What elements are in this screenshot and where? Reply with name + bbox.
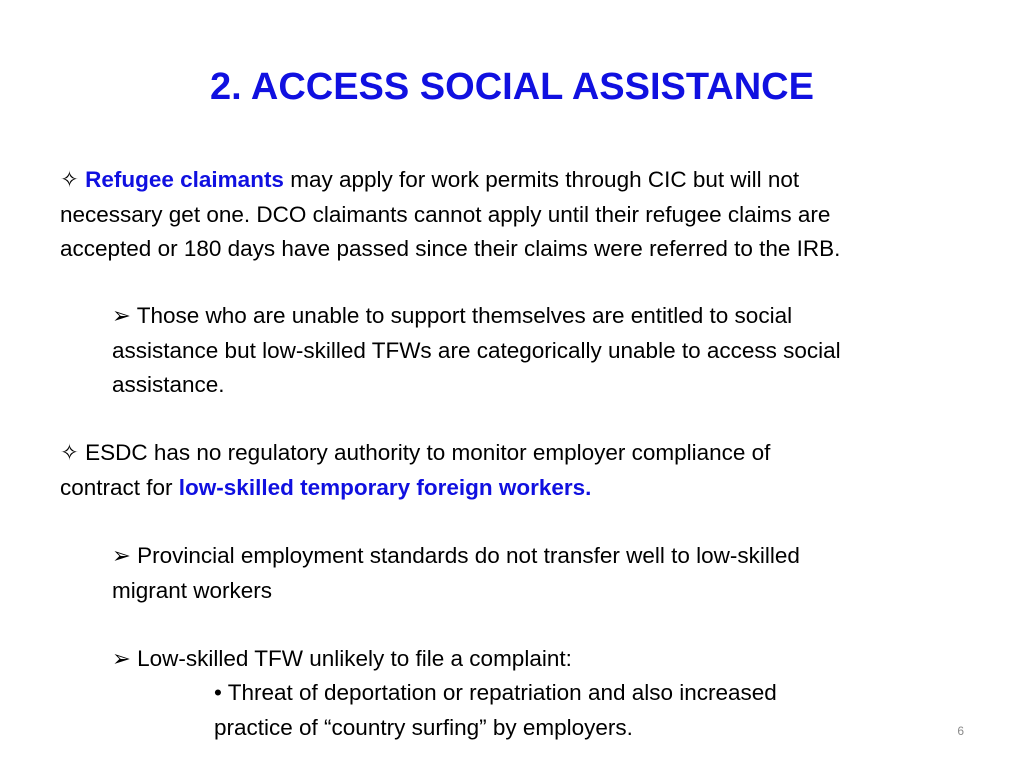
bullet-line bbox=[60, 471, 770, 506]
subbullet-provincial-standards bbox=[112, 539, 800, 608]
bullet-esdc-authority bbox=[60, 436, 770, 505]
bullet-line: practice of “country surfing” by employers. bbox=[214, 714, 633, 740]
highlight-refugee-claimants: Refugee claimants bbox=[85, 167, 284, 192]
bullet-line: assistance but low-skilled TFWs are categorically unable to access social bbox=[112, 337, 841, 363]
bullet-text: Threat of deportation or repatriation and also increased bbox=[221, 680, 777, 705]
dot-bullet-icon: • bbox=[214, 680, 222, 705]
bullet-line bbox=[112, 299, 841, 334]
bullet-line bbox=[112, 539, 800, 574]
highlight-low-skilled-workers: low-skilled temporary foreign workers. bbox=[178, 474, 592, 500]
bullet-line bbox=[60, 163, 840, 198]
subbullet-social-assistance bbox=[112, 299, 841, 403]
bullet-text: Those who are unable to support themselves are entitled to social bbox=[130, 303, 793, 328]
bullet-text: Provincial employment standards do not transfer well to low-skilled bbox=[130, 543, 800, 568]
arrow-bullet-icon: ➢ bbox=[112, 303, 131, 328]
sparkle-bullet-icon: ✧ bbox=[60, 440, 79, 465]
slide-title: 2. ACCESS SOCIAL ASSISTANCE bbox=[210, 66, 814, 108]
bullet-refugee-claimants bbox=[60, 163, 840, 267]
bullet-line: necessary get one. DCO claimants cannot apply until their refugee claims are bbox=[60, 201, 831, 227]
bullet-line bbox=[60, 436, 770, 471]
bullet-line: accepted or 180 days have passed since their claims were referred to the IRB. bbox=[60, 236, 841, 261]
bullet-line bbox=[112, 642, 572, 677]
bullet-text: contract for bbox=[60, 474, 179, 500]
bullet-line: migrant workers bbox=[112, 577, 273, 603]
bullet-line bbox=[214, 676, 777, 711]
bullet-text: may apply for work permits through CIC but will not bbox=[283, 167, 800, 192]
page-number: 6 bbox=[957, 724, 964, 738]
arrow-bullet-icon: ➢ bbox=[112, 646, 131, 671]
bullet-text: ESDC has no regulatory authority to monitor employer compliance of bbox=[78, 440, 771, 465]
bullet-text: Low-skilled TFW unlikely to file a complaint: bbox=[130, 646, 572, 671]
sparkle-bullet-icon: ✧ bbox=[60, 167, 79, 192]
bullet-line: assistance. bbox=[112, 372, 225, 397]
arrow-bullet-icon: ➢ bbox=[112, 543, 131, 568]
subsubbullet-deportation bbox=[214, 676, 777, 745]
subbullet-complaint bbox=[112, 642, 572, 677]
